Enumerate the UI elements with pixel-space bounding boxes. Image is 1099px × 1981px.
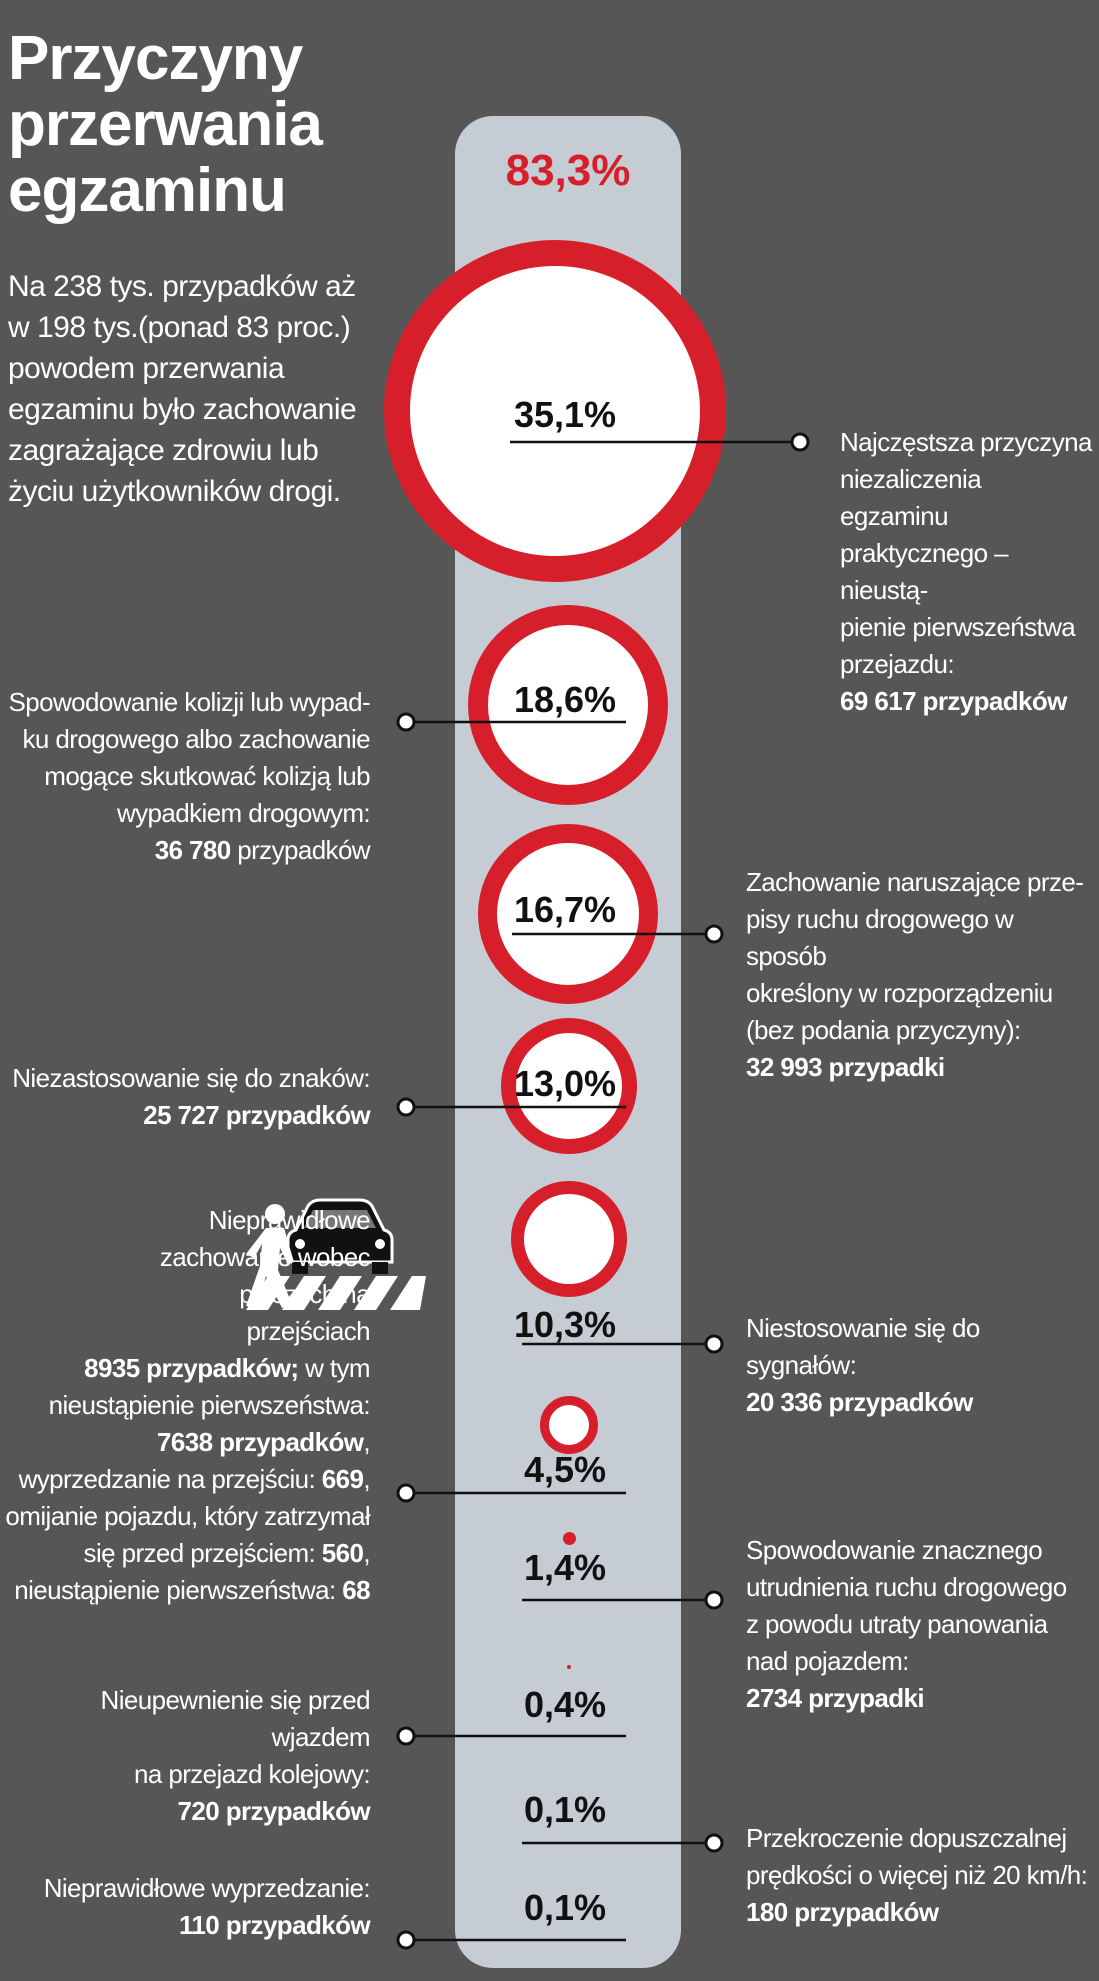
- desc-5-detail-3-value: 68: [342, 1575, 370, 1605]
- pct-label-7: 0,4%: [523, 1684, 607, 1725]
- pct-label-4: 10,3%: [513, 1304, 617, 1345]
- desc-0-text: Najczęstsza przyczyna niezaliczenia egzaminu praktycznego – nieustą- pienie pierwszeństwa przejazdu:: [840, 427, 1092, 679]
- desc-4-count: 20 336 przypadków: [746, 1387, 973, 1417]
- desc-1-text: Spowodowanie kolizji lub wypad- ku drogowego albo zachowanie mogące skutkować kolizją lub wypadkiem drogowym:: [8, 687, 370, 828]
- desc-3-count: 25 727 przypadków: [143, 1100, 370, 1130]
- pct-label-1: 18,6%: [513, 679, 617, 720]
- leader-dot-8: [706, 1835, 722, 1851]
- leader-dot-7: [398, 1728, 414, 1744]
- desc-0-count: 69 617 przypadków: [840, 686, 1067, 716]
- pct-label-5: 4,5%: [523, 1449, 607, 1490]
- leader-dot-4: [706, 1336, 722, 1352]
- desc-5: Nieprawidłowe zachowanie wobec pieszych na przejściach 8935 przypadków; w tym nieustąpienie pierwszeństwa: 7638 przypadków, wyprzedzanie na przejściu: 669, omijanie pojazdu, który zatrzymał się przed przejściem: 560, nieustąpienie pierwszeństwa: 68: [5, 1205, 370, 1605]
- desc-6: [746, 1532, 1091, 1717]
- desc-1: [0, 684, 370, 869]
- desc-7-text: Nieupewnienie się przed wjazdem na przejazd kolejowy:: [100, 1685, 370, 1789]
- desc-6-text: Spowodowanie znacznego utrudnienia ruchu drogowego z powodu utraty panowania nad pojazdem:: [746, 1535, 1067, 1676]
- desc-5-count: 8935 przypadków;: [84, 1353, 299, 1383]
- desc-9: [0, 1870, 370, 1944]
- desc-7: [0, 1682, 370, 1830]
- desc-5-text: Nieprawidłowe zachowanie wobec pieszych na przejściach: [159, 1205, 370, 1346]
- desc-2-text: Zachowanie naruszające prze- pisy ruchu drogowego w sposób określony w rozporządzeniu (bez podania przyczyny):: [746, 867, 1084, 1045]
- desc-7-count: 720 przypadków: [177, 1796, 370, 1826]
- desc-5-detail-1-text: wyprzedzanie na przejściu:: [18, 1464, 316, 1494]
- leader-dot-9: [398, 1932, 414, 1948]
- desc-3: [0, 1060, 370, 1134]
- desc-8: [746, 1820, 1091, 1931]
- desc-5-detail-2-text: omijanie pojazdu, który zatrzymał się przed przejściem:: [5, 1501, 370, 1568]
- pct-label-2: 16,7%: [513, 889, 617, 930]
- leader-dot-6: [706, 1592, 722, 1608]
- page-title: Przyczyny przerwania egzaminu: [8, 24, 322, 225]
- pct-label-6: 1,4%: [523, 1547, 607, 1588]
- desc-5-detail-0-value: 7638 przypadków: [157, 1427, 364, 1457]
- desc-2: [746, 864, 1091, 1086]
- desc-4: [746, 1310, 1091, 1421]
- desc-6-count: 2734 przypadki: [746, 1683, 925, 1713]
- desc-9-text: Nieprawidłowe wyprzedzanie:: [43, 1873, 370, 1903]
- desc-3-text: Niezastosowanie się do znaków:: [12, 1063, 370, 1093]
- desc-1-count: 36 780: [154, 835, 231, 865]
- leader-dot-3: [398, 1099, 414, 1115]
- desc-5-detail-0-text: w tym nieustąpienie pierwszeństwa:: [48, 1353, 370, 1420]
- leader-dot-0: [792, 434, 808, 450]
- desc-5-detail-3-text: nieustąpienie pierwszeństwa:: [14, 1575, 336, 1605]
- desc-5-detail-2-value: 560: [321, 1538, 364, 1568]
- desc-4-text: Niestosowanie się do sygnałów:: [746, 1313, 980, 1380]
- desc-8-text: Przekroczenie dopuszczalnej prędkości o więcej niż 20 km/h:: [746, 1823, 1088, 1890]
- desc-9-count: 110 przypadków: [178, 1910, 370, 1940]
- leader-dot-2: [706, 926, 722, 942]
- total-label: 83,3%: [505, 146, 631, 195]
- leader-dot-1: [398, 714, 414, 730]
- desc-5-detail-1-value: 669: [321, 1464, 364, 1494]
- leader-dot-5: [398, 1485, 414, 1501]
- pct-label-0: 35,1%: [513, 394, 617, 435]
- pct-label-8: 0,1%: [523, 1789, 607, 1830]
- pct-label-9: 0,1%: [523, 1887, 607, 1928]
- desc-0: [840, 424, 1095, 720]
- pct-label-3: 13,0%: [513, 1063, 617, 1104]
- intro-text: Na 238 tys. przypadków aż w 198 tys.(ponad 83 proc.) powodem przerwania egzaminu było zachowanie zagrażające zdrowiu lub życiu użytkowników drogi.: [8, 270, 357, 508]
- desc-2-count: 32 993 przypadki: [746, 1052, 945, 1082]
- desc-8-count: 180 przypadków: [746, 1897, 939, 1927]
- desc-1-count-suffix: przypadków: [237, 835, 370, 865]
